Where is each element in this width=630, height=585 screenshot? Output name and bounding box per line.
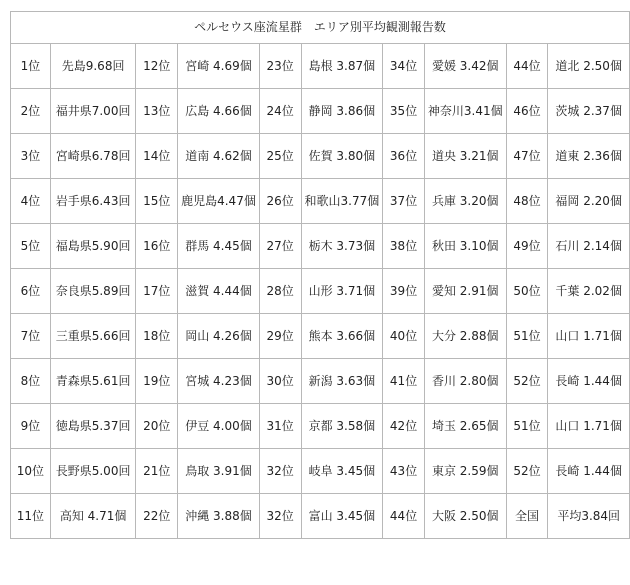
area-value-cell: 香川 2.80個	[424, 359, 506, 404]
rank-cell: 26位	[259, 179, 301, 224]
rank-cell: 4位	[11, 179, 51, 224]
area-value-cell: 茨城 2.37個	[548, 89, 630, 134]
area-value-cell: 宮城 4.23個	[178, 359, 260, 404]
rank-cell: 9位	[11, 404, 51, 449]
rank-cell: 28位	[259, 269, 301, 314]
rank-cell: 47位	[506, 134, 548, 179]
rank-cell: 32位	[259, 449, 301, 494]
area-value-cell: 青森県5.61回	[50, 359, 136, 404]
area-value-cell: 福井県7.00回	[50, 89, 136, 134]
area-value-cell: 徳島県5.37回	[50, 404, 136, 449]
area-value-cell: 長崎 1.44個	[548, 359, 630, 404]
area-value-cell: 兵庫 3.20個	[424, 179, 506, 224]
area-value-cell: 高知 4.71個	[50, 494, 136, 539]
area-value-cell: 富山 3.45個	[301, 494, 383, 539]
area-value-cell: 広島 4.66個	[178, 89, 260, 134]
rank-cell: 32位	[259, 494, 301, 539]
table-row	[11, 44, 630, 89]
area-value-cell: 新潟 3.63個	[301, 359, 383, 404]
area-value-cell: 道東 2.36個	[548, 134, 630, 179]
rank-cell: 40位	[383, 314, 425, 359]
area-value-cell: 沖縄 3.88個	[178, 494, 260, 539]
area-value-cell: 伊豆 4.00個	[178, 404, 260, 449]
area-value-cell: 岐阜 3.45個	[301, 449, 383, 494]
table-row	[11, 449, 630, 494]
table-row	[11, 179, 630, 224]
area-value-cell: 岡山 4.26個	[178, 314, 260, 359]
area-value-cell: 長野県5.00回	[50, 449, 136, 494]
area-value-cell: 福島県5.90回	[50, 224, 136, 269]
area-value-cell: 島根 3.87個	[301, 44, 383, 89]
rank-cell: 8位	[11, 359, 51, 404]
area-value-cell: 山口 1.71個	[548, 404, 630, 449]
area-value-cell: 千葉 2.02個	[548, 269, 630, 314]
rank-cell: 46位	[506, 89, 548, 134]
table-row	[11, 404, 630, 449]
area-value-cell: 東京 2.59個	[424, 449, 506, 494]
area-value-cell: 山口 1.71個	[548, 314, 630, 359]
rank-cell: 2位	[11, 89, 51, 134]
rank-cell: 25位	[259, 134, 301, 179]
rank-cell: 35位	[383, 89, 425, 134]
area-value-cell: 奈良県5.89回	[50, 269, 136, 314]
area-value-cell: 道央 3.21個	[424, 134, 506, 179]
area-value-cell: 先島9.68回	[50, 44, 136, 89]
area-value-cell: 鳥取 3.91個	[178, 449, 260, 494]
rank-cell: 全国	[506, 494, 548, 539]
area-value-cell: 岩手県6.43回	[50, 179, 136, 224]
table-row	[11, 134, 630, 179]
table-row	[11, 494, 630, 539]
area-value-cell: 滋賀 4.44個	[178, 269, 260, 314]
table-title: ペルセウス座流星群 エリア別平均観測報告数	[11, 12, 630, 44]
rank-cell: 16位	[136, 224, 178, 269]
area-value-cell: 平均3.84回	[548, 494, 630, 539]
rank-cell: 42位	[383, 404, 425, 449]
area-value-cell: 鹿児島4.47個	[178, 179, 260, 224]
rank-cell: 43位	[383, 449, 425, 494]
table-row	[11, 89, 630, 134]
area-value-cell: 宮崎県6.78回	[50, 134, 136, 179]
ranking-table	[10, 11, 630, 539]
table-row	[11, 359, 630, 404]
rank-cell: 31位	[259, 404, 301, 449]
area-value-cell: 愛媛 3.42個	[424, 44, 506, 89]
rank-cell: 29位	[259, 314, 301, 359]
area-value-cell: 佐賀 3.80個	[301, 134, 383, 179]
rank-cell: 51位	[506, 404, 548, 449]
rank-cell: 12位	[136, 44, 178, 89]
area-value-cell: 道南 4.62個	[178, 134, 260, 179]
area-value-cell: 三重県5.66回	[50, 314, 136, 359]
rank-cell: 15位	[136, 179, 178, 224]
rank-cell: 23位	[259, 44, 301, 89]
rank-cell: 13位	[136, 89, 178, 134]
rank-cell: 52位	[506, 449, 548, 494]
rank-cell: 49位	[506, 224, 548, 269]
area-value-cell: 道北 2.50個	[548, 44, 630, 89]
table-row	[11, 224, 630, 269]
area-value-cell: 栃木 3.73個	[301, 224, 383, 269]
rank-cell: 44位	[506, 44, 548, 89]
rank-cell: 21位	[136, 449, 178, 494]
area-value-cell: 秋田 3.10個	[424, 224, 506, 269]
rank-cell: 22位	[136, 494, 178, 539]
rank-cell: 37位	[383, 179, 425, 224]
rank-cell: 52位	[506, 359, 548, 404]
rank-cell: 11位	[11, 494, 51, 539]
rank-cell: 24位	[259, 89, 301, 134]
area-value-cell: 静岡 3.86個	[301, 89, 383, 134]
area-value-cell: 石川 2.14個	[548, 224, 630, 269]
rank-cell: 50位	[506, 269, 548, 314]
rank-cell: 34位	[383, 44, 425, 89]
rank-cell: 14位	[136, 134, 178, 179]
rank-cell: 51位	[506, 314, 548, 359]
rank-cell: 18位	[136, 314, 178, 359]
rank-cell: 44位	[383, 494, 425, 539]
area-value-cell: 大阪 2.50個	[424, 494, 506, 539]
area-value-cell: 宮崎 4.69個	[178, 44, 260, 89]
rank-cell: 30位	[259, 359, 301, 404]
area-value-cell: 熊本 3.66個	[301, 314, 383, 359]
area-value-cell: 山形 3.71個	[301, 269, 383, 314]
table-body	[11, 44, 630, 539]
area-value-cell: 京都 3.58個	[301, 404, 383, 449]
rank-cell: 48位	[506, 179, 548, 224]
area-value-cell: 大分 2.88個	[424, 314, 506, 359]
rank-cell: 6位	[11, 269, 51, 314]
rank-cell: 5位	[11, 224, 51, 269]
area-value-cell: 群馬 4.45個	[178, 224, 260, 269]
area-value-cell: 埼玉 2.65個	[424, 404, 506, 449]
area-value-cell: 長崎 1.44個	[548, 449, 630, 494]
area-value-cell: 愛知 2.91個	[424, 269, 506, 314]
rank-cell: 39位	[383, 269, 425, 314]
rank-cell: 1位	[11, 44, 51, 89]
rank-cell: 20位	[136, 404, 178, 449]
rank-cell: 7位	[11, 314, 51, 359]
rank-cell: 27位	[259, 224, 301, 269]
table-row	[11, 314, 630, 359]
rank-cell: 3位	[11, 134, 51, 179]
rank-cell: 10位	[11, 449, 51, 494]
rank-cell: 38位	[383, 224, 425, 269]
rank-cell: 19位	[136, 359, 178, 404]
area-value-cell: 福岡 2.20個	[548, 179, 630, 224]
ranking-table-container	[10, 11, 630, 539]
rank-cell: 36位	[383, 134, 425, 179]
rank-cell: 41位	[383, 359, 425, 404]
area-value-cell: 神奈川3.41個	[424, 89, 506, 134]
area-value-cell: 和歌山3.77個	[301, 179, 383, 224]
rank-cell: 17位	[136, 269, 178, 314]
table-row	[11, 269, 630, 314]
